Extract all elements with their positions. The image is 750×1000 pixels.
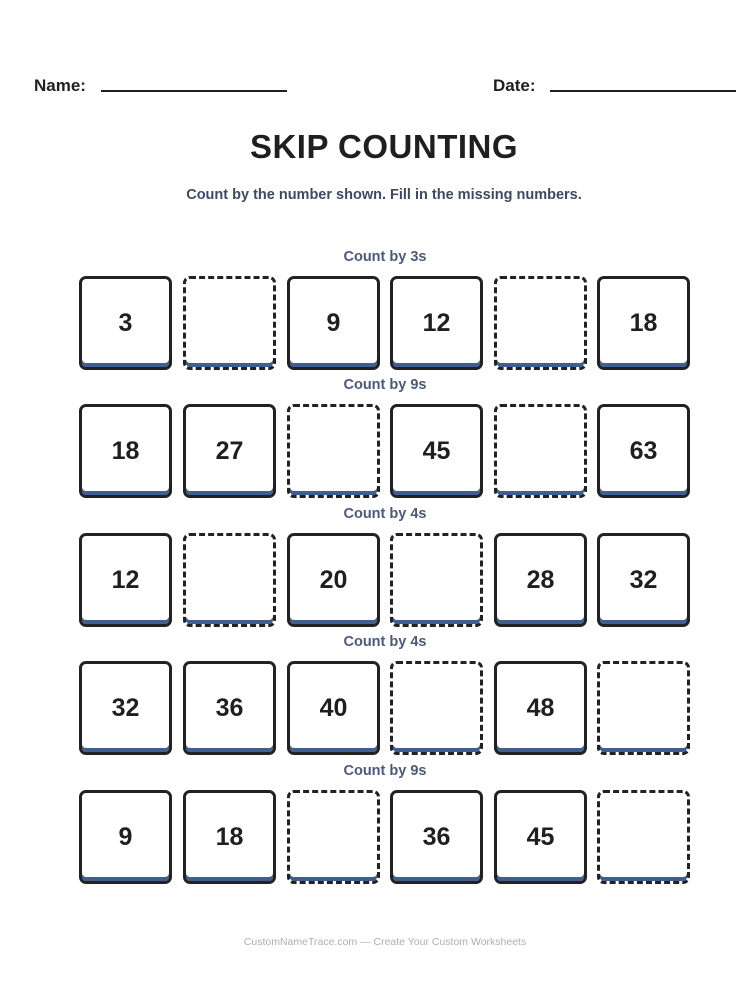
number-box: 28 [494, 533, 587, 627]
number-box: 9 [79, 790, 172, 884]
number-box: 40 [287, 661, 380, 755]
number-box: 12 [79, 533, 172, 627]
number-box: 32 [79, 661, 172, 755]
row-label: Count by 3s [343, 249, 427, 265]
number-box: 20 [287, 533, 380, 627]
footer-credit: CustomNameTrace.com — Create Your Custom Worksheets [243, 936, 527, 948]
counting-row [79, 790, 693, 886]
answer-blank-box[interactable] [390, 533, 483, 627]
number-box: 63 [597, 404, 690, 498]
number-box: 18 [597, 276, 690, 370]
date-label: Date: [493, 76, 536, 95]
number-box: 18 [183, 790, 276, 884]
number-box: 45 [390, 404, 483, 498]
counting-row [79, 533, 693, 629]
worksheet-instructions: Count by the number shown. Fill in the missing numbers. [186, 187, 582, 203]
name-write-line[interactable] [101, 90, 287, 92]
number-box: 36 [390, 790, 483, 884]
counting-row [79, 276, 693, 372]
answer-blank-box[interactable] [287, 790, 380, 884]
answer-blank-box[interactable] [287, 404, 380, 498]
number-box: 45 [494, 790, 587, 884]
date-write-line[interactable] [550, 90, 736, 92]
answer-blank-box[interactable] [183, 276, 276, 370]
number-box: 48 [494, 661, 587, 755]
answer-blank-box[interactable] [494, 404, 587, 498]
number-box: 32 [597, 533, 690, 627]
answer-blank-box[interactable] [597, 661, 690, 755]
row-label: Count by 9s [343, 377, 427, 393]
answer-blank-box[interactable] [390, 661, 483, 755]
number-box: 12 [390, 276, 483, 370]
number-box: 9 [287, 276, 380, 370]
row-label: Count by 4s [343, 634, 427, 650]
answer-blank-box[interactable] [494, 276, 587, 370]
worksheet-title: SKIP COUNTING [249, 128, 519, 165]
row-label: Count by 9s [343, 763, 427, 779]
counting-row [79, 661, 693, 757]
number-box: 18 [79, 404, 172, 498]
counting-row [79, 404, 693, 500]
number-box: 36 [183, 661, 276, 755]
number-box: 3 [79, 276, 172, 370]
name-label: Name: [34, 76, 86, 95]
number-box: 27 [183, 404, 276, 498]
answer-blank-box[interactable] [597, 790, 690, 884]
row-label: Count by 4s [343, 506, 427, 522]
answer-blank-box[interactable] [183, 533, 276, 627]
